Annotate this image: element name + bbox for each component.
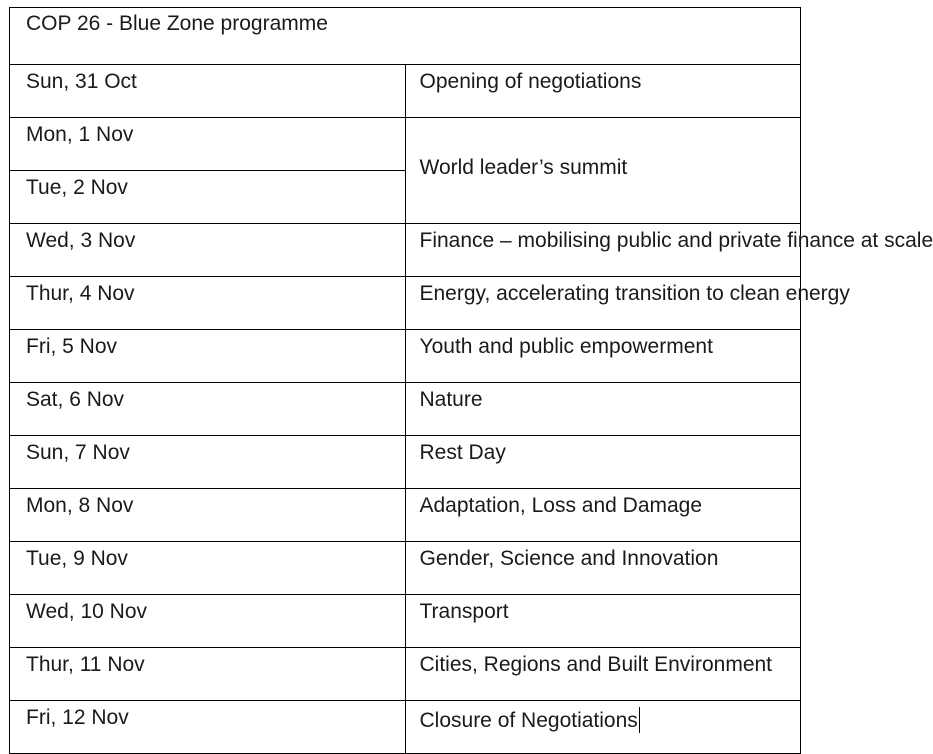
event-text: Closure of Negotiations <box>419 709 638 732</box>
event-cell[interactable]: Rest Day <box>405 436 801 489</box>
date-cell[interactable]: Sun, 31 Oct <box>10 65 406 118</box>
table-title[interactable]: COP 26 - Blue Zone programme <box>10 8 801 65</box>
table-row <box>10 648 801 701</box>
date-cell[interactable]: Sun, 7 Nov <box>10 436 406 489</box>
table-row <box>10 118 801 171</box>
date-cell[interactable]: Fri, 5 Nov <box>10 330 406 383</box>
date-cell[interactable]: Sat, 6 Nov <box>10 383 406 436</box>
event-cell[interactable]: Energy, accelerating transition to clean energy <box>405 277 801 330</box>
event-cell[interactable]: Cities, Regions and Built Environment <box>405 648 801 701</box>
date-cell[interactable]: Wed, 10 Nov <box>10 595 406 648</box>
table-row <box>10 330 801 383</box>
event-cell[interactable]: Nature <box>405 383 801 436</box>
programme-table <box>9 7 933 754</box>
event-cell[interactable]: Transport <box>405 595 801 648</box>
date-cell[interactable]: Mon, 1 Nov <box>10 118 406 171</box>
table-row <box>10 436 801 489</box>
table-row <box>10 595 801 648</box>
event-cell[interactable]: Opening of negotiations <box>405 65 801 118</box>
table-row <box>10 65 801 118</box>
date-cell[interactable]: Tue, 2 Nov <box>10 171 406 224</box>
table-row <box>10 383 801 436</box>
table-row <box>10 701 801 754</box>
date-cell[interactable]: Thur, 11 Nov <box>10 648 406 701</box>
event-cell[interactable]: Adaptation, Loss and Damage <box>405 489 801 542</box>
event-cell[interactable]: Youth and public empowerment <box>405 330 801 383</box>
event-cell-active[interactable] <box>405 701 801 754</box>
event-cell-merged[interactable]: World leader’s summit <box>405 118 801 224</box>
table-row <box>10 542 801 595</box>
date-cell[interactable]: Wed, 3 Nov <box>10 224 406 277</box>
date-cell[interactable]: Tue, 9 Nov <box>10 542 406 595</box>
event-cell[interactable]: Gender, Science and Innovation <box>405 542 801 595</box>
text-cursor <box>639 707 640 733</box>
table-row <box>10 224 801 277</box>
date-cell[interactable]: Fri, 12 Nov <box>10 701 406 754</box>
date-cell[interactable]: Thur, 4 Nov <box>10 277 406 330</box>
event-cell[interactable]: Finance – mobilising public and private finance at scale <box>405 224 801 277</box>
table-title-row <box>10 8 801 65</box>
date-cell[interactable]: Mon, 8 Nov <box>10 489 406 542</box>
table-row <box>10 277 801 330</box>
table-row <box>10 489 801 542</box>
